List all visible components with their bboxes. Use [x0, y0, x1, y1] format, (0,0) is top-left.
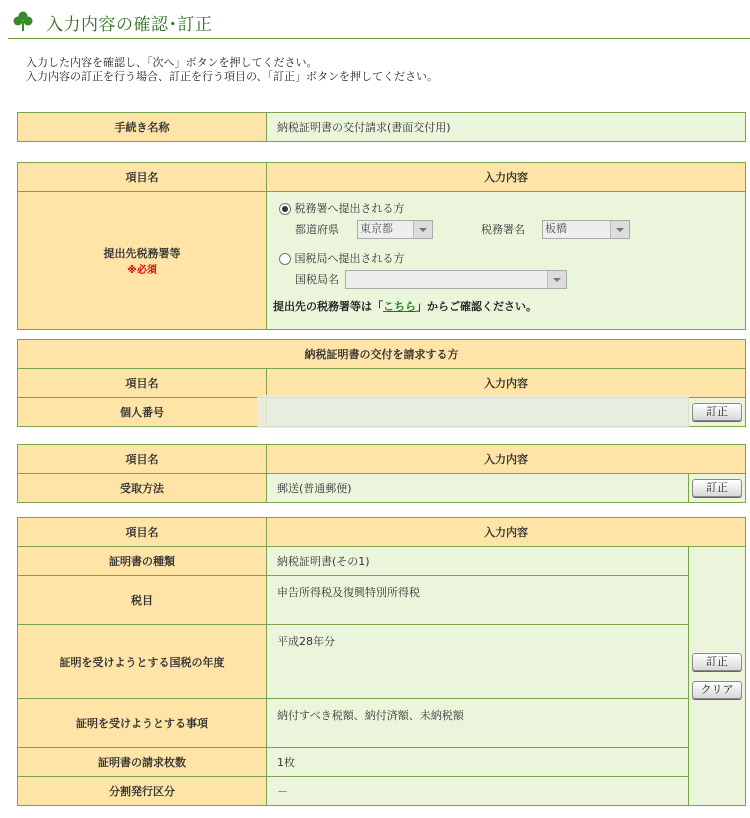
regional-bureau-label: 国税局名: [295, 273, 339, 286]
clover-icon: [12, 10, 34, 32]
procedure-value: 納税証明書の交付請求(書面交付用): [267, 113, 746, 142]
submit-destination-label: 提出先税務署等: [103, 247, 181, 260]
cert-row-label: 税目: [18, 576, 267, 625]
procedure-label: 手続き名称: [18, 113, 267, 142]
prefecture-label: 都道府県: [295, 223, 339, 236]
intro-text: [26, 56, 438, 84]
certificate-table: [17, 517, 746, 806]
prefecture-value: 東京都: [360, 222, 393, 235]
cert-row-label: 証明を受けようとする事項: [18, 699, 267, 748]
chevron-down-icon: [610, 221, 629, 238]
destination-note: 提出先の税務署等は「こちら」からご確認ください。: [273, 300, 537, 313]
tax-office-radio[interactable]: [279, 203, 291, 215]
column-header-item: 項目名: [18, 518, 267, 547]
requester-section-title: 納税証明書の交付を請求する方: [18, 340, 746, 369]
submit-destination-label-cell: [18, 192, 267, 330]
cert-row-value: 平成28年分: [267, 625, 689, 699]
tax-office-select[interactable]: [542, 220, 630, 239]
tax-office-value: 板橋: [545, 222, 567, 235]
submit-destination-value: [267, 192, 746, 330]
intro-line-1: 入力した内容を確認し、「次へ」ボタンを押してください。: [26, 56, 318, 69]
column-header-input: 入力内容: [267, 445, 746, 474]
tax-office-option-label: 税務署へ提出される方: [294, 202, 405, 215]
procedure-table: [17, 112, 746, 142]
cert-row-label: 証明書の種類: [18, 547, 267, 576]
cert-row-label: 分割発行区分: [18, 777, 267, 806]
column-header-item: 項目名: [18, 163, 267, 192]
my-number-label: 個人番号: [18, 398, 267, 427]
receipt-method-label: 受取方法: [18, 474, 267, 503]
intro-line-2: 入力内容の訂正を行う場合、訂正を行う項目の、「訂正」ボタンを押してください。: [26, 70, 439, 83]
correct-button[interactable]: 訂正: [692, 653, 742, 671]
cert-row-value: 納付すべき税額、納付済額、未納税額: [267, 699, 689, 748]
column-header-item: 項目名: [18, 445, 267, 474]
regional-bureau-select[interactable]: [345, 270, 567, 289]
column-header-input: 入力内容: [267, 369, 746, 398]
required-badge: ※必須: [127, 265, 157, 276]
cert-row-label: 証明書の請求枚数: [18, 748, 267, 777]
clear-button[interactable]: クリア: [692, 681, 742, 699]
cert-row-value: 1枚: [267, 748, 689, 777]
certificate-actions: [689, 547, 746, 806]
column-header-item: 項目名: [18, 369, 267, 398]
cert-row-value: 申告所得税及復興特別所得税: [267, 576, 689, 625]
cert-row-value: 納税証明書(その1): [267, 547, 689, 576]
page-title: 入力内容の確認･訂正: [46, 15, 213, 35]
receipt-table: [17, 444, 746, 503]
receipt-method-value: 郵送(普通郵便): [267, 474, 689, 503]
cert-row-label: 証明を受けようとする国税の年度: [18, 625, 267, 699]
page-header: [8, 4, 750, 39]
chevron-down-icon: [547, 271, 566, 288]
correct-button[interactable]: 訂正: [692, 479, 742, 497]
correct-button[interactable]: 訂正: [692, 403, 742, 421]
column-header-input: 入力内容: [267, 163, 746, 192]
submit-destination-table: [17, 162, 746, 330]
tax-office-name-label: 税務署名: [481, 223, 525, 236]
cert-row-value: －: [267, 777, 689, 806]
chevron-down-icon: [413, 221, 432, 238]
redaction-overlay: [257, 395, 689, 428]
prefecture-select[interactable]: [357, 220, 433, 239]
column-header-input: 入力内容: [267, 518, 746, 547]
check-here-link[interactable]: こちら: [383, 300, 416, 313]
regional-bureau-radio[interactable]: [279, 253, 291, 265]
regional-bureau-option-label: 国税局へ提出される方: [294, 252, 405, 265]
